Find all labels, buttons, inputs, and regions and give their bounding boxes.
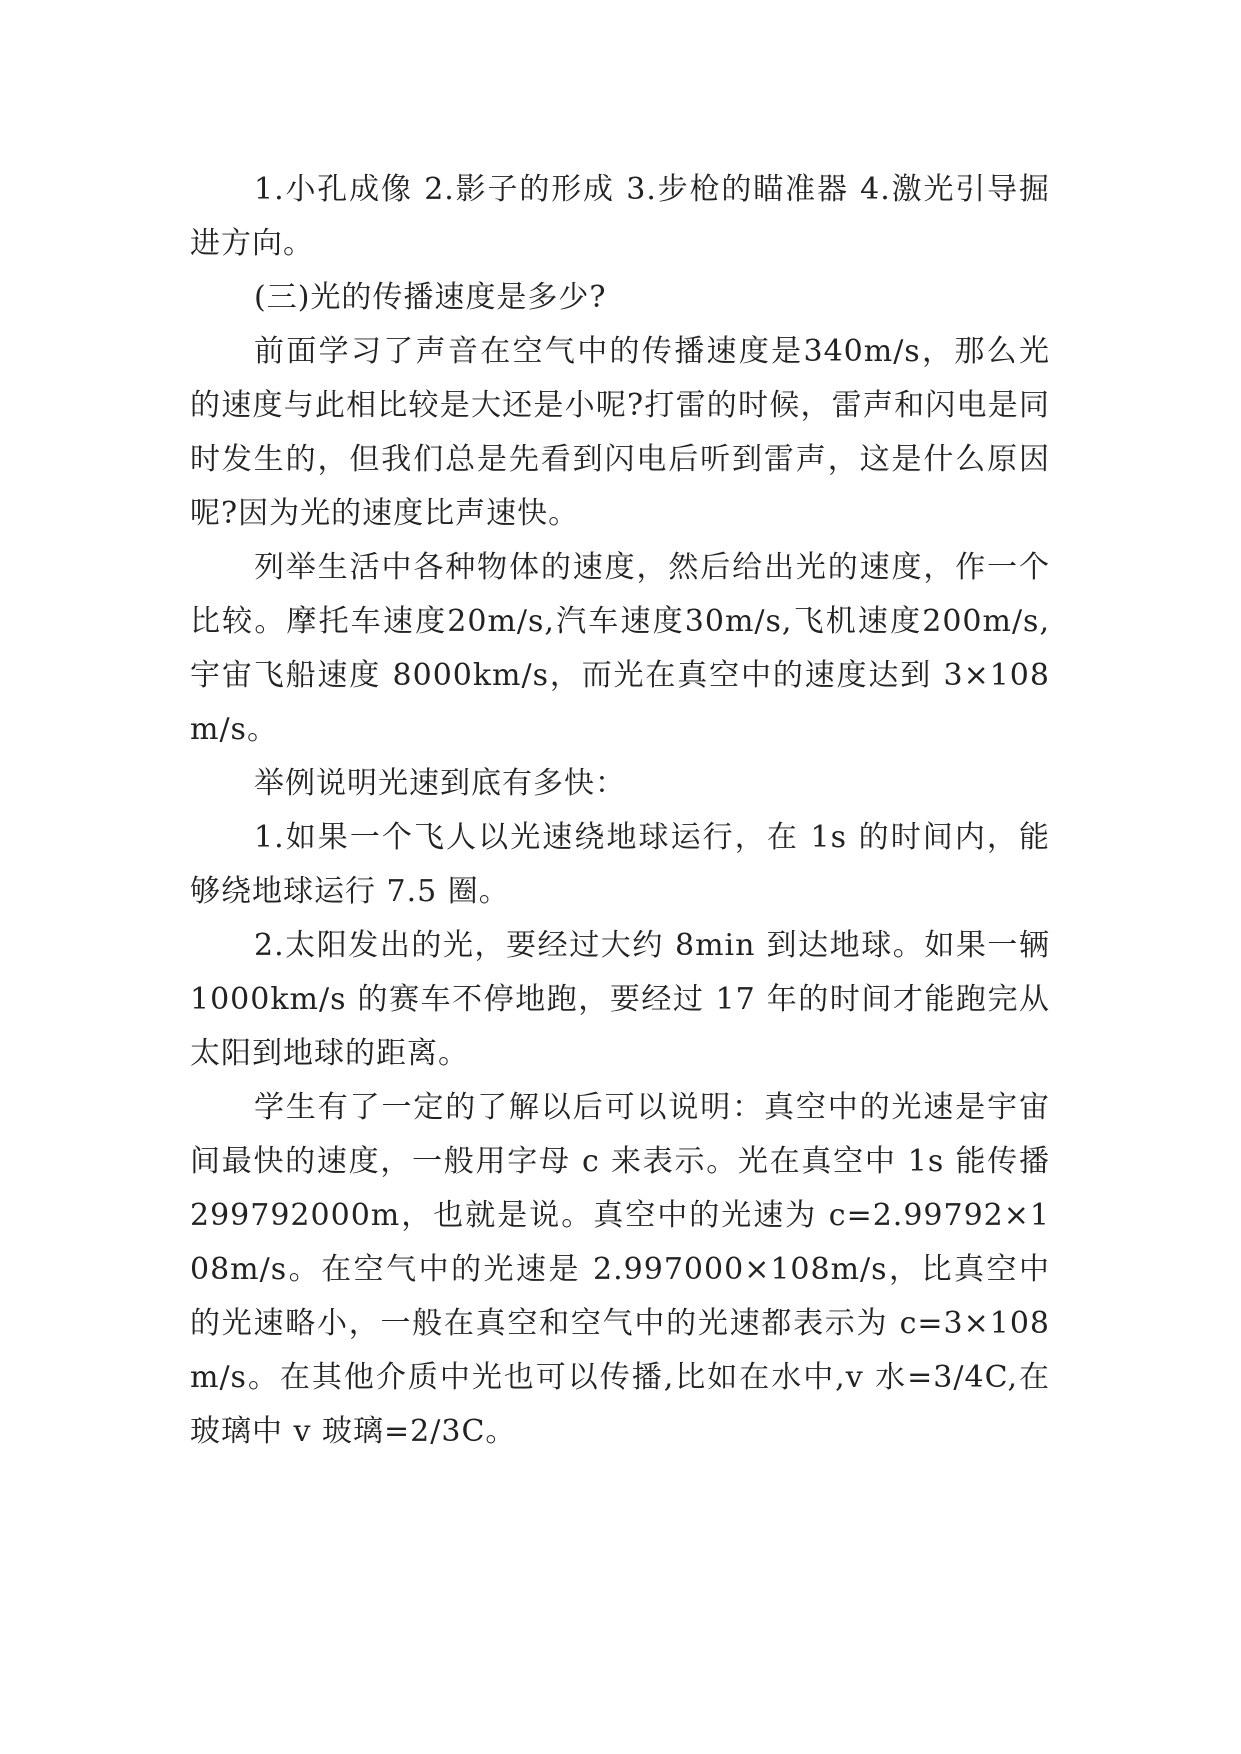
paragraph-examples-intro: 举例说明光速到底有多快： bbox=[254, 766, 626, 801]
paragraph-light-speed-definition: 学生有了一定的了解以后可以说明：真空中的光速是宇宙间最快的速度，一般用字母 c 来表示。光在真空中 1s 能传播 299792000m，也就是说。真空中的光速为 c=2.99792×108m/s。在空气中的光速是 2.997000×108m/s，比真空中的光速略小，一般在真空和空气中的光速都表示为 c=3×108m/s。在其他介质中光也可以传播,比如在水中,v 水=3/4C,在玻璃中 v 玻璃=2/3C。 bbox=[190, 1090, 1050, 1449]
paragraph-speed-comparison: 列举生活中各种物体的速度，然后给出光的速度，作一个比较。摩托车速度20m/s,汽车速度30m/s,飞机速度200m/s,宇宙飞船速度 8000km/s，而光在真空中的速度达到 3×108m/s。 bbox=[190, 550, 1050, 747]
paragraph-example-earth-orbit: 1.如果一个飞人以光速绕地球运行，在 1s 的时间内，能够绕地球运行 7.5 圈。 bbox=[190, 820, 1050, 909]
paragraph-sound-vs-light: 前面学习了声音在空气中的传播速度是340m/s，那么光的速度与此相比较是大还是小呢?打雷的时候，雷声和闪电是同时发生的，但我们总是先看到闪电后听到雷声，这是什么原因呢?因为光的速度比声速快。 bbox=[190, 334, 1050, 531]
paragraph-example-sun-distance: 2.太阳发出的光，要经过大约 8min 到达地球。如果一辆 1000km/s 的赛车不停地跑，要经过 17 年的时间才能跑完从太阳到地球的距离。 bbox=[190, 928, 1050, 1071]
paragraph-examples-list: 1.小孔成像 2.影子的形成 3.步枪的瞄准器 4.激光引导掘进方向。 bbox=[190, 172, 1050, 261]
document-body bbox=[190, 163, 1050, 1459]
section-heading-light-speed: (三)光的传播速度是多少? bbox=[254, 280, 607, 315]
